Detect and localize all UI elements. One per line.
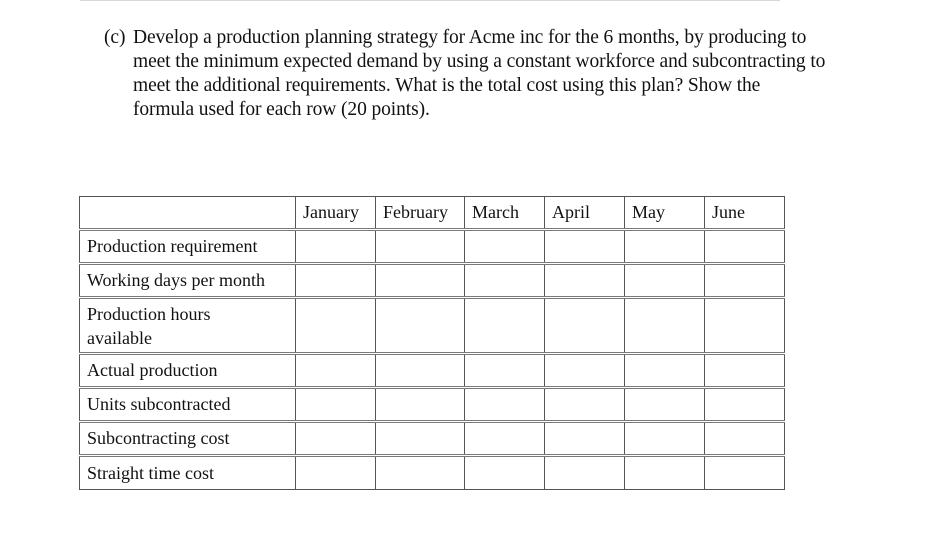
- top-divider: [80, 0, 780, 1]
- table-cell[interactable]: [296, 354, 376, 388]
- table-cell[interactable]: [545, 298, 625, 354]
- row-label-production-requirement: Production requirement: [80, 230, 296, 264]
- table-row: [80, 230, 785, 264]
- table-cell[interactable]: [625, 230, 705, 264]
- table-cell[interactable]: [296, 422, 376, 456]
- table-cell[interactable]: [625, 298, 705, 354]
- question-line: Develop a production planning strategy for Acme inc for the 6 months, by producing to: [133, 27, 807, 48]
- table-cell[interactable]: [296, 298, 376, 354]
- question-label: (c): [104, 27, 126, 48]
- table-cell[interactable]: [465, 456, 545, 490]
- table-cell[interactable]: [376, 388, 465, 422]
- month-header-june: June: [705, 197, 785, 230]
- table-cell[interactable]: [465, 230, 545, 264]
- question-text: [133, 26, 884, 122]
- table-cell[interactable]: [465, 354, 545, 388]
- table-cell[interactable]: [705, 230, 785, 264]
- table-cell[interactable]: [705, 388, 785, 422]
- row-label-actual-production: Actual production: [80, 354, 296, 388]
- table-cell[interactable]: [625, 354, 705, 388]
- table-cell[interactable]: [376, 230, 465, 264]
- question-line: meet the additional requirements. What is the total cost using this plan? Show the: [133, 75, 761, 96]
- row-label-units-subcontracted: Units subcontracted: [80, 388, 296, 422]
- table-cell[interactable]: [625, 456, 705, 490]
- table-cell[interactable]: [625, 422, 705, 456]
- table-cell[interactable]: [376, 298, 465, 354]
- table-cell[interactable]: [465, 422, 545, 456]
- table-cell[interactable]: [465, 388, 545, 422]
- month-header-march: March: [465, 197, 545, 230]
- table-row: [80, 422, 785, 456]
- table-cell[interactable]: [545, 354, 625, 388]
- table-cell[interactable]: [376, 422, 465, 456]
- table-row: [80, 298, 785, 354]
- table-cell[interactable]: [625, 388, 705, 422]
- question-line: meet the minimum expected demand by using a constant workforce and subcontracting to: [133, 51, 826, 72]
- table-row: [80, 264, 785, 298]
- table-cell[interactable]: [296, 264, 376, 298]
- row-label-text: Production hours available: [87, 303, 211, 348]
- table-cell[interactable]: [705, 354, 785, 388]
- table-cell[interactable]: [545, 230, 625, 264]
- month-header-february: February: [376, 197, 465, 230]
- table-cell[interactable]: [705, 456, 785, 490]
- table-cell[interactable]: [465, 298, 545, 354]
- table-cell[interactable]: [545, 388, 625, 422]
- row-label-working-days: Working days per month: [80, 264, 296, 298]
- row-label-straight-time-cost: Straight time cost: [80, 456, 296, 490]
- table-cell[interactable]: [705, 264, 785, 298]
- month-header-april: April: [545, 197, 625, 230]
- table-cell[interactable]: [296, 230, 376, 264]
- table-cell[interactable]: [545, 264, 625, 298]
- table-cell[interactable]: [545, 422, 625, 456]
- question-c: [104, 26, 884, 122]
- production-plan-table: [79, 196, 785, 490]
- row-label-subcontracting-cost: Subcontracting cost: [80, 422, 296, 456]
- row-label-production-hours: [80, 298, 296, 354]
- table-header-row: [80, 197, 785, 230]
- corner-cell: [80, 197, 296, 230]
- table-cell[interactable]: [705, 422, 785, 456]
- table-cell[interactable]: [376, 264, 465, 298]
- table-cell[interactable]: [625, 264, 705, 298]
- table-row: [80, 388, 785, 422]
- table-cell[interactable]: [296, 456, 376, 490]
- table-row: [80, 456, 785, 490]
- table-row: [80, 354, 785, 388]
- question-line: formula used for each row (20 points).: [133, 99, 430, 120]
- month-header-january: January: [296, 197, 376, 230]
- month-header-may: May: [625, 197, 705, 230]
- table-cell[interactable]: [465, 264, 545, 298]
- table-cell[interactable]: [296, 388, 376, 422]
- table-cell[interactable]: [545, 456, 625, 490]
- table-cell[interactable]: [376, 456, 465, 490]
- table-cell[interactable]: [376, 354, 465, 388]
- table-cell[interactable]: [705, 298, 785, 354]
